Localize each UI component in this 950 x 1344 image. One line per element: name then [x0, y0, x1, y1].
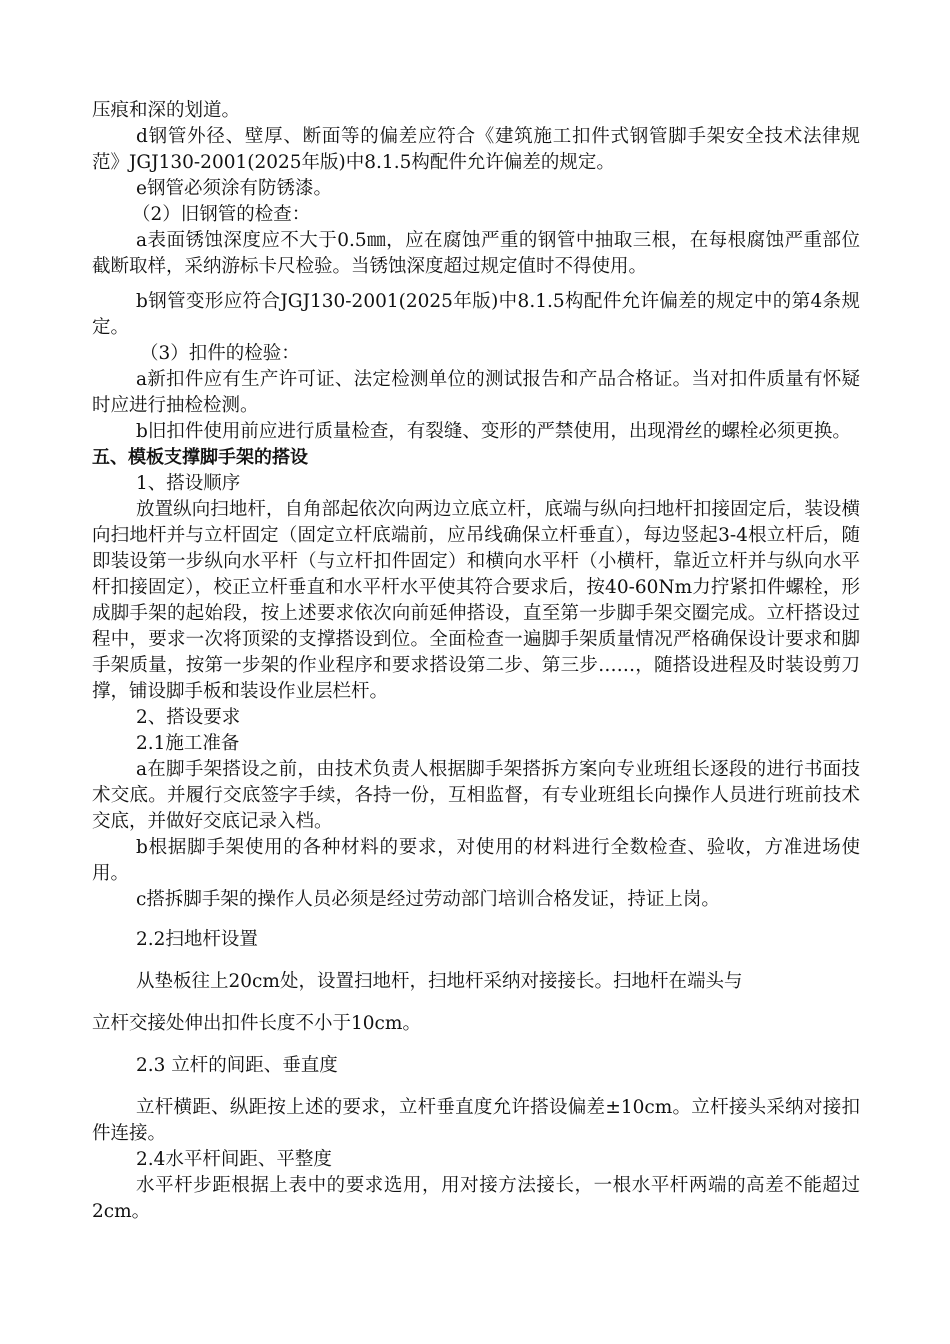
paragraph-erection-order: 放置纵向扫地杆，自角部起依次向两边立底立杆，底端与纵向扫地杆扣接固定后，装设横向扫地杆并与立杆固定（固定立杆底端前，应吊线确保立杆垂直），每边竖起3-4根立杆后，随即装设第一步纵向水平杆（与立杆扣件固定）和横向水平杆（小横杆，靠近立杆并与纵向水平杆扣接固定），校正立杆垂直和水平杆水平使其符合要求后，按40-60Nm力拧紧扣件螺栓，形成脚手架的起始段，按上述要求依次向前延伸搭设，直至第一步脚手架交圈完成。立杆搭设过程中，要求一次将顶梁的支撑搭设到位。全面检查一遍脚手架质量情况严格确保设计要求和脚手架质量，按第一步架的作业程序和要求搭设第二步、第三步……，随搭设进程及时装设剪刀撑，铺设脚手板和装设作业层栏杆。: [92, 499, 860, 702]
paragraph-prep-c: c搭拆脚手架的操作人员必须是经过劳动部门培训合格发证，持证上岗。: [136, 889, 720, 910]
subheading-fastener-check: （3）扣件的检验：: [140, 343, 300, 364]
heading-erection-requirements: 2、搭设要求: [136, 707, 241, 728]
paragraph-sweep-rod-2: 立杆交接处伸出扣件长度不小于10cm。: [92, 1013, 421, 1034]
paragraph-prep-a: a在脚手架搭设之前，由技术负责人根据脚手架搭拆方案向专业班组长逐段的进行书面技术交底。并履行交底签字手续，各持一份，互相监督，有专业班组长向操作人员进行班前技术交底，并做好交底记录入档。: [92, 759, 860, 832]
paragraph-item-d: d钢管外径、壁厚、断面等的偏差应符合《建筑施工扣件式钢管脚手架安全技术法律规范》JGJ130-2001(2025年版)中8.1.5构配件允许偏差的规定。: [92, 126, 860, 173]
paragraph-horizontal-bar: 水平杆步距根据上表中的要求选用，用对接方法接长，一根水平杆两端的高差不能超过2cm。: [92, 1175, 860, 1222]
paragraph-fastener-a: a新扣件应有生产许可证、法定检测单位的测试报告和产品合格证。当对扣件质量有怀疑时应进行抽检检测。: [92, 369, 860, 416]
paragraph-old-pipe-b: b钢管变形应符合JGJ130-2001(2025年版)中8.1.5构配件允许偏差的规定中的第4条规定。: [92, 291, 860, 338]
heading-sweep-rod: 2.2扫地杆设置: [136, 929, 258, 950]
section-heading-five: 五、模板支撑脚手架的搭设: [92, 447, 308, 468]
heading-erection-order: 1、搭设顺序: [136, 473, 241, 494]
subheading-old-pipe-check: （2）旧钢管的检查：: [132, 204, 311, 225]
paragraph-old-pipe-a: a表面锈蚀深度应不大于0.5㎜，应在腐蚀严重的钢管中抽取三根，在每根腐蚀严重部位截断取样，采纳游标卡尺检验。当锈蚀深度超过规定值时不得使用。: [92, 230, 860, 277]
paragraph-sweep-rod-1: 从垫板往上20cm处，设置扫地杆，扫地杆采纳对接接长。扫地杆在端头与: [136, 971, 743, 992]
paragraph-pole-spacing: 立杆横距、纵距按上述的要求，立杆垂直度允许搭设偏差±10cm。立杆接头采纳对接扣件连接。: [92, 1097, 860, 1144]
paragraph-item-e: e钢管必须涂有防锈漆。: [136, 178, 332, 199]
heading-pole-spacing: 2.3 立杆的间距、垂直度: [136, 1055, 338, 1076]
paragraph-prep-b: b根据脚手架使用的各种材料的要求，对使用的材料进行全数检查、验收，方准进场使用。: [92, 837, 860, 884]
heading-construction-prep: 2.1施工准备: [136, 733, 240, 754]
heading-horizontal-bar: 2.4水平杆间距、平整度: [136, 1149, 332, 1170]
paragraph-pressure-marks: 压痕和深的划道。: [92, 100, 241, 121]
paragraph-fastener-b: b旧扣件使用前应进行质量检查，有裂缝、变形的严禁使用，出现滑丝的螺栓必须更换。: [136, 421, 851, 442]
